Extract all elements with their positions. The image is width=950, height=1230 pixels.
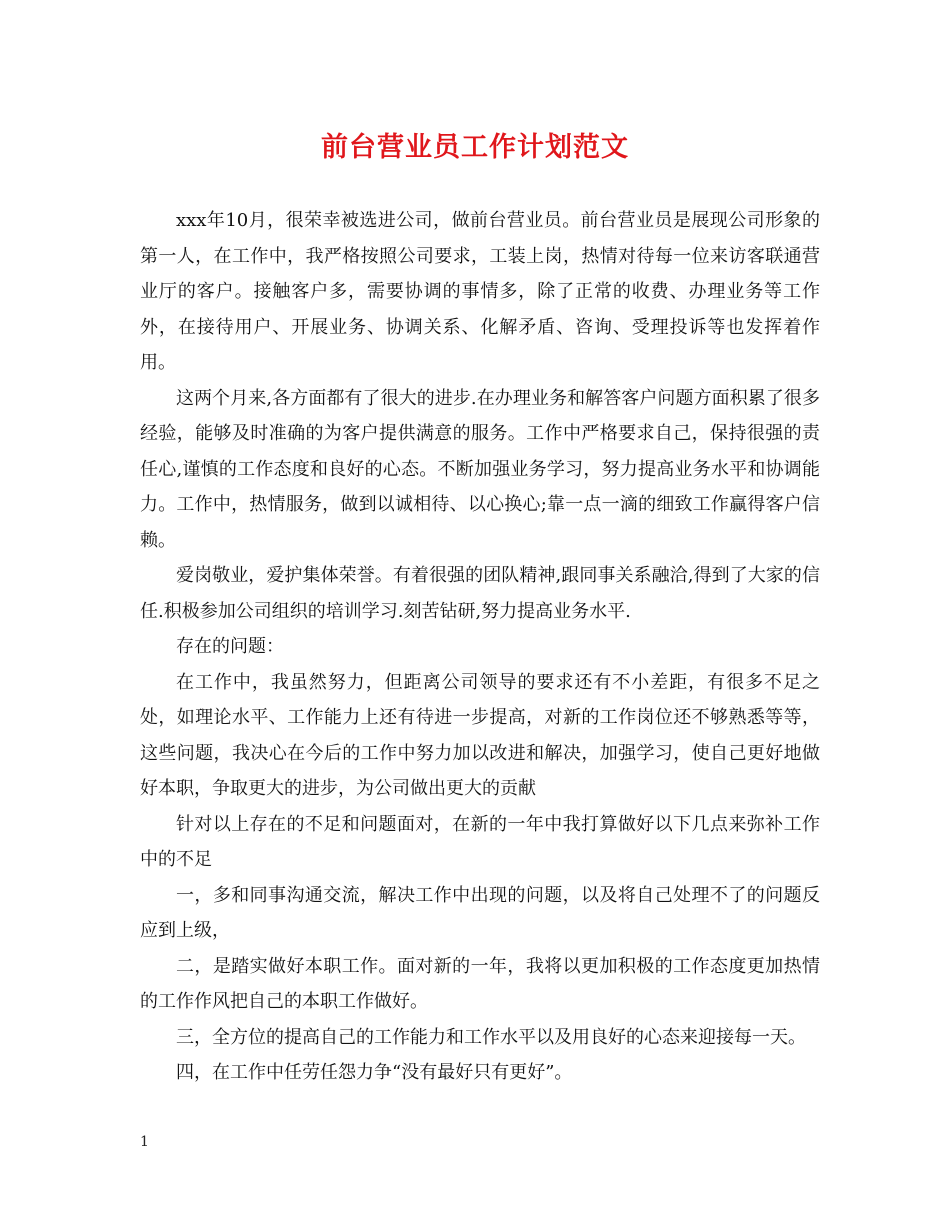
paragraph: 三，全方位的提高自己的工作能力和工作水平以及用良好的心态来迎接每一天。: [176, 1026, 806, 1048]
paragraph: 四，在工作中任劳任怨力争“没有最好只有更好”。: [176, 1062, 573, 1083]
paragraph: 一，多和同事沟通交流，解决工作中出现的问题，以及将自己处理不了的问题反应到上级，: [140, 884, 820, 941]
paragraph: 针对以上存在的不足和问题面对，在新的一年中我打算做好以下几点来弥补工作中的不足: [140, 813, 820, 870]
paragraph: 这两个月来,各方面都有了很大的进步.在办理业务和解答客户问题方面积累了很多经验，能够及时准确的为客户提供满意的服务。工作中严格要求自己，保持很强的责任心,谨慎的工作态度和良好的心态。不断加强业务学习，努力提高业务水平和协调能力。工作中，热情服务，做到以诚相待、以心换心;靠一点一滴的细致工作赢得客户信赖。: [140, 387, 820, 551]
paragraph: 爱岗敬业，爱护集体荣誉。有着很强的团队精神,跟同事关系融洽,得到了大家的信任.积极参加公司组织的培训学习.刻苦钻研,努力提高业务水平.: [140, 565, 820, 622]
document-title: 前台营业员工作计划范文: [321, 132, 629, 163]
paragraph: xxx年10月，很荣幸被选进公司，做前台营业员。前台营业员是展现公司形象的第一人，在工作中，我严格按照公司要求，工装上岗，热情对待每一位来访客联通营业厅的客户。接触客户多，需要协调的事情多，除了正常的收费、办理业务等工作外，在接待用户、开展业务、协调关系、化解矛盾、咨询、受理投诉等也发挥着作用。: [140, 210, 820, 373]
page-number: 1: [140, 1134, 149, 1150]
paragraph: 二，是踏实做好本职工作。面对新的一年，我将以更加积极的工作态度更加热情的工作作风把自己的本职工作做好。: [140, 955, 820, 1012]
paragraph: 存在的问题：: [176, 636, 284, 657]
document-body: [140, 203, 820, 1091]
paragraph: 在工作中，我虽然努力，但距离公司领导的要求还有不小差距，有很多不足之处，如理论水平、工作能力上还有待进一步提高，对新的工作岗位还不够熟悉等等，这些问题，我决心在今后的工作中努力加以改进和解决，加强学习，使自己更好地做好本职，争取更大的进步，为公司做出更大的贡献: [140, 671, 820, 799]
